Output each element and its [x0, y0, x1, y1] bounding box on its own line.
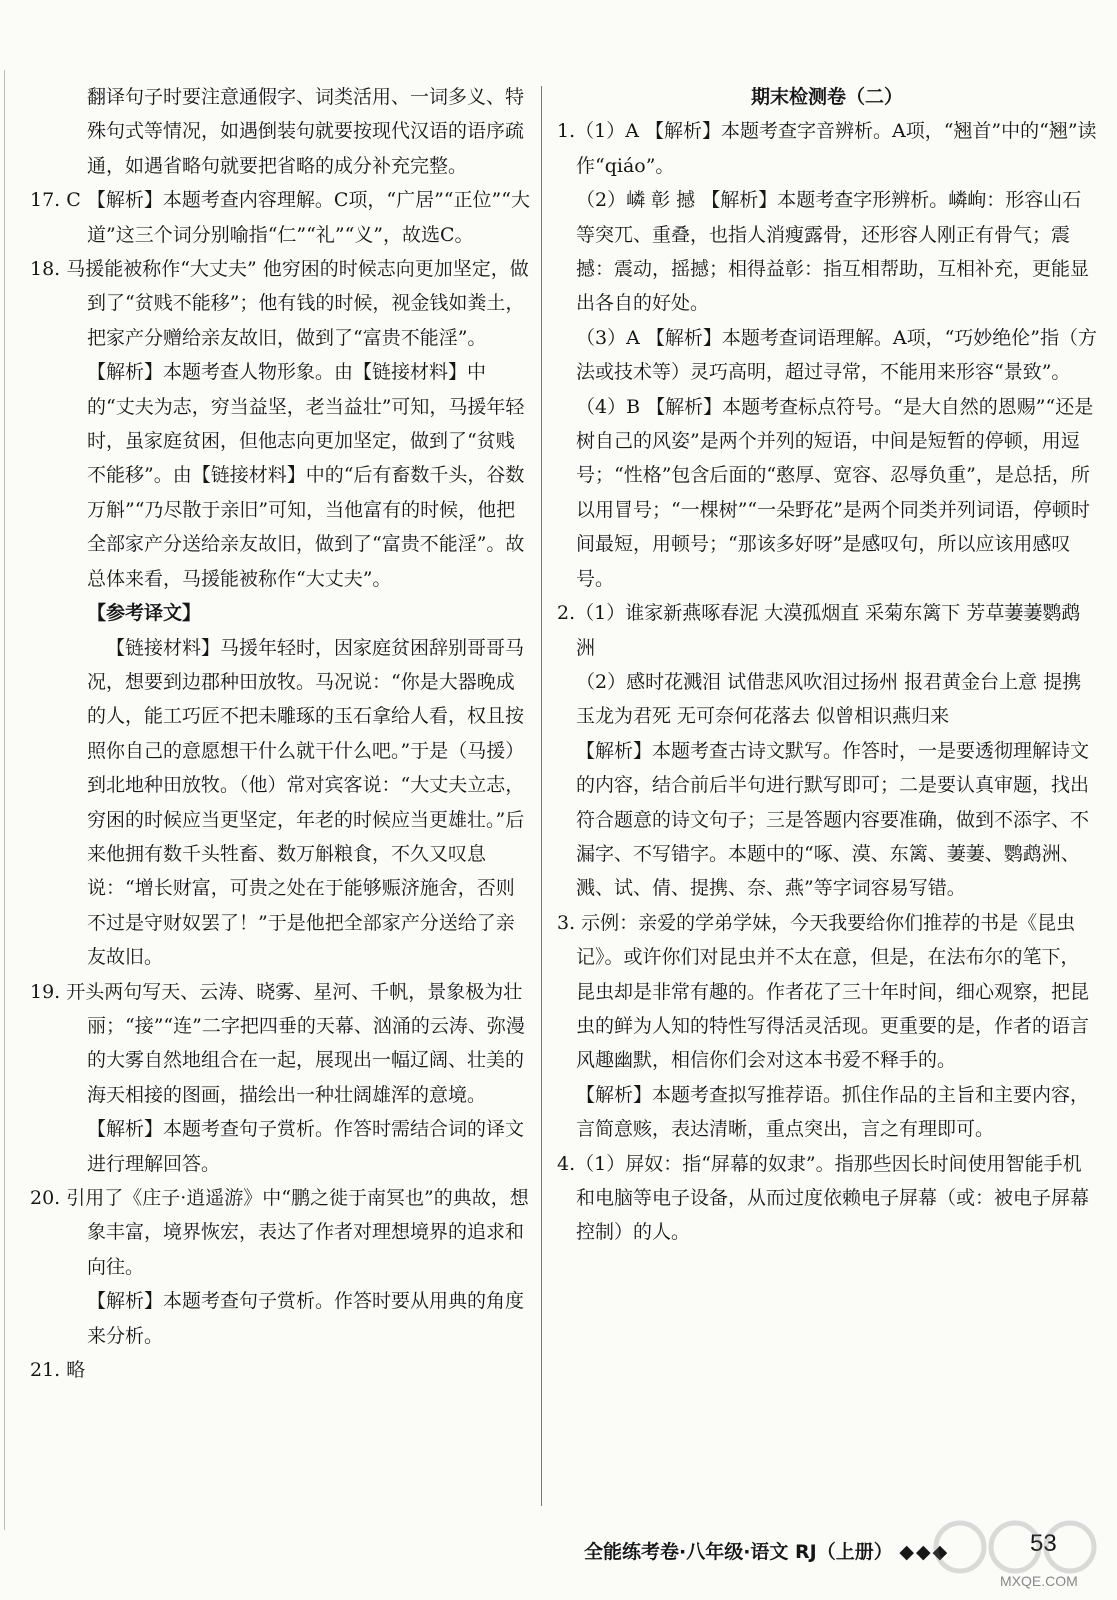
answer-21: 21. 略	[30, 1359, 86, 1382]
intro-paragraph: 翻译句子时要注意通假字、词类活用、一词多义、特殊句式等情况，如遇倒装句就要按现代汉语的语序疏通，如遇省略句就要把省略的成分补充完整。	[87, 86, 525, 177]
reference-translation-title: 【参考译文】	[87, 602, 202, 625]
right-column	[557, 80, 1097, 1250]
analysis-19: 【解析】本题考查句子赏析。作答时需结合词的译文进行理解回答。	[87, 1118, 525, 1175]
answer-1-1: 1.（1）A 【解析】本题考查字音辨析。A项，“翘首”中的“翘”读作“qiáo”。	[557, 120, 1097, 177]
answer-2-2: （2）感时花溅泪 试借悲风吹泪过扬州 报君黄金台上意 提携玉龙为君死 无可奈何花落去 似曾相识燕归来	[576, 670, 1082, 728]
analysis-20: 【解析】本题考查句子赏析。作答时要从用典的角度来分析。	[87, 1290, 525, 1347]
answer-4-1: 4.（1）屏奴：指“屏幕的奴隶”。指那些因长时间使用智能手机和电脑等电子设备，从而过度依赖电子屏幕（或：被电子屏幕控制）的人。	[557, 1152, 1090, 1244]
answer-1-3: （3）A 【解析】本题考查词语理解。A项，“巧妙绝伦”指（方法或技术等）灵巧高明，超过寻常，不能用来形容“景致”。	[576, 326, 1097, 384]
section-title: 期末检测卷（二）	[750, 86, 903, 108]
analysis-2: 【解析】本题考查古诗文默写。作答时，一是要透彻理解诗文的内容，结合前后半句进行默写即可；二是要认真审题，找出符合题意的诗文句子；三是答题内容要准确，做到不添字、不漏字、不写错字。本题中的“啄、漠、东篱、萋萋、鹦鹉洲、溅、试、倩、提携、奈、燕”等字词容易写错。	[576, 739, 1090, 900]
page-edge	[4, 70, 5, 1530]
left-column	[30, 80, 530, 1387]
answer-20: 20. 引用了《庄子·逍遥游》中“鹏之徙于南冥也”的典故，想象丰富，境界恢宏，表达了作者对理想境界的追求和向往。	[30, 1187, 529, 1278]
answer-1-4: （4）B 【解析】本题考查标点符号。“是大自然的恩赐”“还是树自己的风姿”是两个并列的短语，中间是短暂的停顿，用逗号；“性格”包含后面的“憨厚、宽容、忍辱负重”，是总括，所以用冒号；“一棵树”“一朵野花”是两个同类并列词语，停顿时间最短，用顿号；“那该多好呀”是感叹句，所以应该用感叹号。	[576, 395, 1094, 590]
answer-3: 3. 示例：亲爱的学弟学妹，今天我要给你们推荐的书是《昆虫记》。或许你们对昆虫并不太在意，但是，在法布尔的笔下，昆虫却是非常有趣的。作者花了三十年时间，细心观察，把昆虫的鲜为人知的特性写得活灵活现。更重要的是，作者的语言风趣幽默，相信你们会对这本书爱不释手的。	[557, 911, 1090, 1072]
analysis-3: 【解析】本题考查拟写推荐语。抓住作品的主旨和主要内容，言简意赅，表达清晰，重点突出，言之有理即可。	[576, 1083, 1090, 1141]
answer-2-1: 2.（1）谁家新燕啄春泥 大漠孤烟直 采菊东篱下 芳草萋萋鹦鹉洲	[557, 602, 1081, 659]
answer-1-2: （2）嶙 彰 撼 【解析】本题考查字形辨析。嶙峋：形容山石等突兀、重叠，也指人消瘦露骨，还形容人刚正有骨气；震撼：震动，摇撼；相得益彰：指互相帮助，互相补充，更能显出各自的好处。	[576, 189, 1090, 315]
answer-17: 17. C 【解析】本题考查内容理解。C项，“广居”“正位”“大道”这三个词分别喻指“仁”“礼”“义”，故选C。	[30, 189, 530, 246]
book-title: 全能练考卷·八年级·语文 RJ（上册）	[584, 1541, 893, 1563]
answer-19: 19. 开头两句写天、云涛、晓雾、星河、千帆，景象极为壮丽；“接”“连”二字把四垂的天幕、汹涌的云涛、弥漫的大雾自然地组合在一起，展现出一幅辽阔、壮美的海天相接的图画，描绘出一种壮阔雄浑的意境。	[30, 980, 525, 1106]
answer-18: 18. 马援能被称作“大丈夫” 他穷困的时候志向更加坚定，做到了“贫贱不能移”；他有钱的时候，视金钱如粪土，把家产分赠给亲友故旧，做到了“富贵不能淫”。	[30, 258, 529, 349]
column-divider	[541, 86, 542, 1506]
reference-translation-text: 【链接材料】马援年轻时，因家庭贫困辞别哥哥马况，想要到边郡种田放牧。马况说：“你是大器晚成的人，能工巧匠不把未雕琢的玉石拿给人看，权且按照你自己的意愿想干什么就干什么吧。”于是（马援）到北地种田放牧。（他）常对宾客说：“大丈夫立志，穷困的时候应当更坚定，年老的时候应当更雄壮。”后来他拥有数千头牲畜、数万斛粮食，不久又叹息说：“增长财富，可贵之处在于能够赈济施舍，否则不过是守财奴罢了！”于是他把全部家产分送给了亲友故旧。	[87, 636, 525, 969]
analysis-18: 【解析】本题考查人物形象。由【链接材料】中的“丈夫为志，穷当益坚，老当益壮”可知，马援年轻时，虽家庭贫困，但他志向更加坚定，做到了“贫贱不能移”。由【链接材料】中的“后有畜数千头，谷数万斛”“乃尽散于亲旧”可知，当他富有的时候，他把全部家产分送给亲友故旧，做到了“富贵不能淫”。故总体来看，马援能被称作“大丈夫”。	[87, 361, 525, 590]
diamond-icons: ◆◆◆	[899, 1541, 950, 1563]
watermark-text: MXQE.COM	[1000, 1573, 1078, 1589]
page-number: 53	[1030, 1530, 1057, 1557]
